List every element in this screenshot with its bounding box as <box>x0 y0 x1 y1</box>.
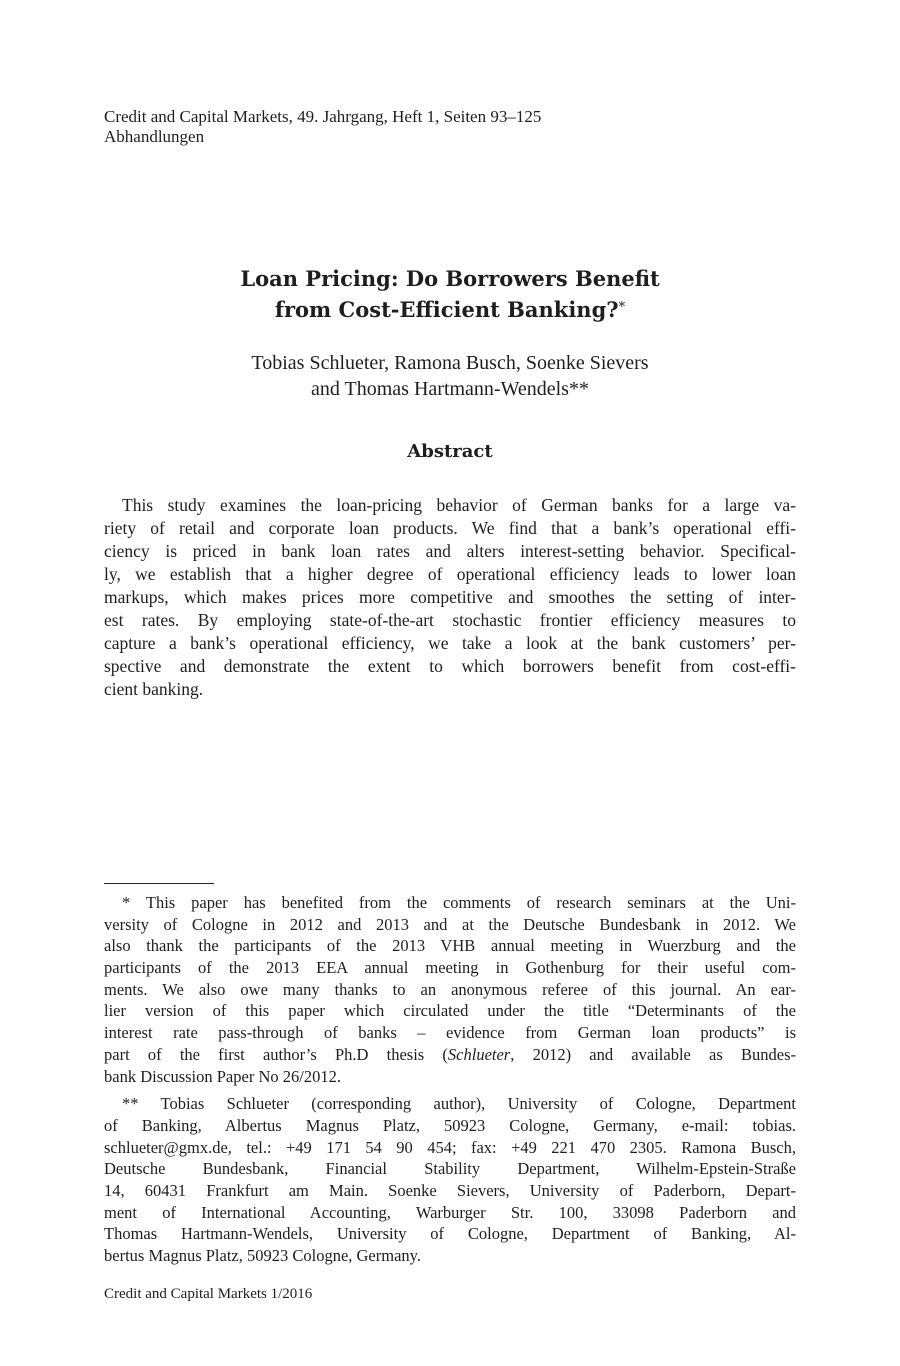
abstract-heading: Abstract <box>407 441 493 462</box>
title-footnote-marker: * <box>618 300 626 315</box>
footnote-line: Thomas Hartmann-Wendels, University of Cologne, Department of Banking, Al- <box>104 1224 796 1244</box>
footnotes <box>104 892 796 1267</box>
abstract-line: ciency is priced in bank loan rates and alters interest-setting behavior. Specifical- <box>104 541 796 561</box>
abstract-line: riety of retail and corporate loan products. We find that a bank’s operational effi- <box>104 518 796 538</box>
footnote-text: , 2012) and available as Bundes- <box>510 1044 797 1064</box>
page-footer: Credit and Capital Markets 1/2016 <box>104 1286 313 1302</box>
footnote-line: versity of Cologne in 2012 and 2013 and at the Deutsche Bundesbank in 2012. We <box>104 914 796 934</box>
abstract-body <box>104 494 796 701</box>
title-line-2-text: from Cost-Efficient Banking? <box>274 297 619 322</box>
footnote-line: 14, 60431 Frankfurt am Main. Soenke Sievers, University of Paderborn, Depart- <box>104 1180 796 1200</box>
footnote-line: Deutsche Bundesbank, Financial Stability Department, Wilhelm-Epstein-Straße <box>104 1159 796 1179</box>
paper-title <box>104 263 796 325</box>
abstract-line: spective and demonstrate the extent to which borrowers benefit from cost-effi- <box>104 656 796 676</box>
footnote-line: of Banking, Albertus Magnus Platz, 50923 Cologne, Germany, e-mail: tobias. <box>104 1115 796 1135</box>
title-line-1: Loan Pricing: Do Borrowers Benefit <box>240 266 660 291</box>
footnote-line: ment of International Accounting, Warburger Str. 100, 33098 Paderborn and <box>104 1202 796 1222</box>
footnote-line: interest rate pass-through of banks – evidence from German loan products” is <box>104 1023 796 1043</box>
abstract-line: ly, we establish that a higher degree of operational efficiency leads to lower loan <box>104 564 796 584</box>
authors-line-1: Tobias Schlueter, Ramona Busch, Soenke Sievers <box>251 352 649 374</box>
running-header <box>104 107 804 147</box>
footnote-line: ments. We also owe many thanks to an anonymous referee of this journal. An ear- <box>104 979 796 999</box>
footnote-line <box>104 1044 796 1066</box>
footnote-line: * This paper has benefited from the comments of research seminars at the Uni- <box>122 893 796 912</box>
footnote-text: part of the first author’s Ph.D thesis ( <box>104 1044 448 1064</box>
cited-author: Schlueter <box>447 1044 511 1064</box>
author-list <box>104 350 796 402</box>
abstract-line: This study examines the loan-pricing behavior of German banks for a large va- <box>122 495 796 515</box>
section-label: Abhandlungen <box>104 127 205 146</box>
footnote-separator <box>104 883 214 884</box>
footnote-line: bertus Magnus Platz, 50923 Cologne, Germany. <box>104 1246 421 1265</box>
abstract-line: cient banking. <box>104 679 204 699</box>
abstract-line: est rates. By employing state-of-the-art stochastic frontier efficiency measures to <box>104 610 796 630</box>
authors-line-2: and Thomas Hartmann-Wendels** <box>311 378 589 400</box>
footnote-line: ** Tobias Schlueter (corresponding author), University of Cologne, Department <box>122 1094 796 1114</box>
footnote-1 <box>104 892 796 1087</box>
footnote-line: participants of the 2013 EEA annual meeting in Gothenburg for their useful com- <box>104 958 796 978</box>
footnote-line: lier version of this paper which circulated under the title “Determinants of the <box>104 1001 796 1021</box>
footnote-2 <box>104 1093 796 1267</box>
abstract-line: capture a bank’s operational efficiency, we take a look at the bank customers’ per- <box>104 633 796 653</box>
footnote-line: bank Discussion Paper No 26/2012. <box>104 1066 341 1086</box>
journal-line: Credit and Capital Markets, 49. Jahrgang, Heft 1, Seiten 93–125 <box>104 107 542 126</box>
footnote-line: also thank the participants of the 2013 VHB annual meeting in Wuerzburg and the <box>104 936 796 956</box>
abstract-line: markups, which makes prices more competitive and smoothes the setting of inter- <box>104 587 796 607</box>
footnote-line: schlueter@gmx.de, tel.: +49 171 54 90 454; fax: +49 221 470 2305. Ramona Busch, <box>104 1137 796 1157</box>
title-line-2 <box>104 294 796 325</box>
